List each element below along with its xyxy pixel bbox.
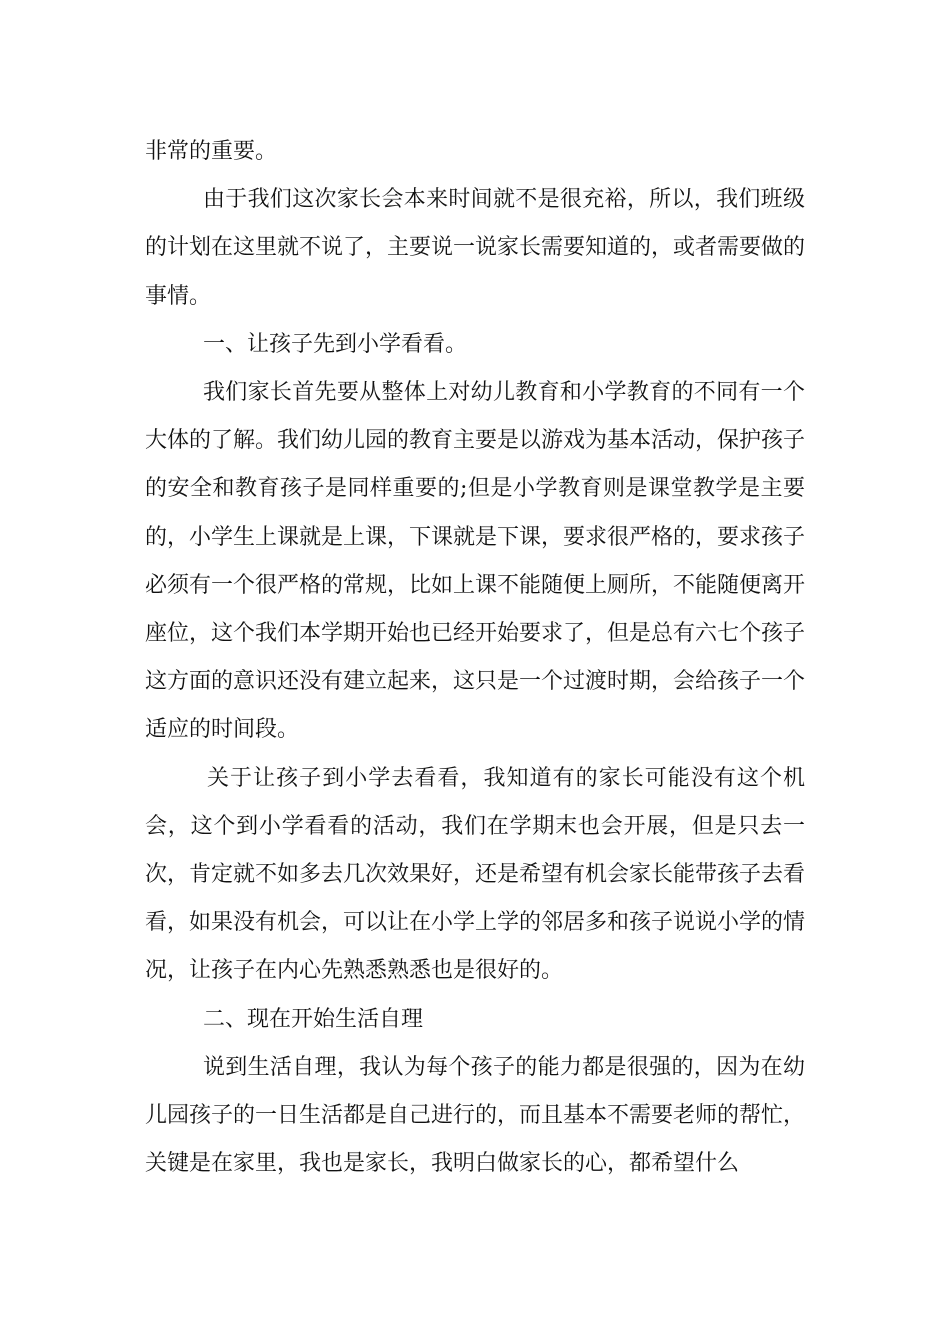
- paragraph-section-2-body: 说到生活自理，我认为每个孩子的能力都是很强的，因为在幼儿园孩子的一日生活都是自己进行的，而且基本不需要老师的帮忙，关键是在家里，我也是家长，我明白做家长的心，都希望什么: [145, 1054, 806, 1177]
- paragraph-continuation: 非常的重要。: [145, 139, 278, 164]
- section-heading-2: 二、现在开始生活自理: [203, 1006, 424, 1032]
- paragraph-section-1-visit: 关于让孩子到小学去看看，我知道有的家长可能没有这个机会，这个到小学看看的活动，我们在学期末也会开展，但是只去一次，肯定就不如多去几次效果好，还是希望有机会家长能带孩子去看看，如果没有机会，可以让在小学上学的邻居多和孩子说说小学的情况，让孩子在内心先熟悉熟悉也是很好的。: [145, 765, 806, 984]
- paragraph-section-1-body: 我们家长首先要从整体上对幼儿教育和小学教育的不同有一个大体的了解。我们幼儿园的教育主要是以游戏为基本活动，保护孩子的安全和教育孩子是同样重要的;但是小学教育则是课堂教学是主要的，小学生上课就是上课，下课就是下课，要求很严格的，要求孩子必须有一个很严格的常规，比如上课不能随便上厕所，不能随便离开座位，这个我们本学期开始也已经开始要求了，但是总有六七个孩子这方面的意识还没有建立起来，这只是一个过渡时期，会给孩子一个适应的时间段。: [145, 380, 806, 743]
- paragraph-intro: 由于我们这次家长会本来时间就不是很充裕，所以，我们班级的计划在这里就不说了，主要说一说家长需要知道的，或者需要做的事情。: [145, 187, 806, 309]
- document-body: [145, 128, 805, 1188]
- section-heading-1: 一、让孩子先到小学看看。: [203, 331, 468, 357]
